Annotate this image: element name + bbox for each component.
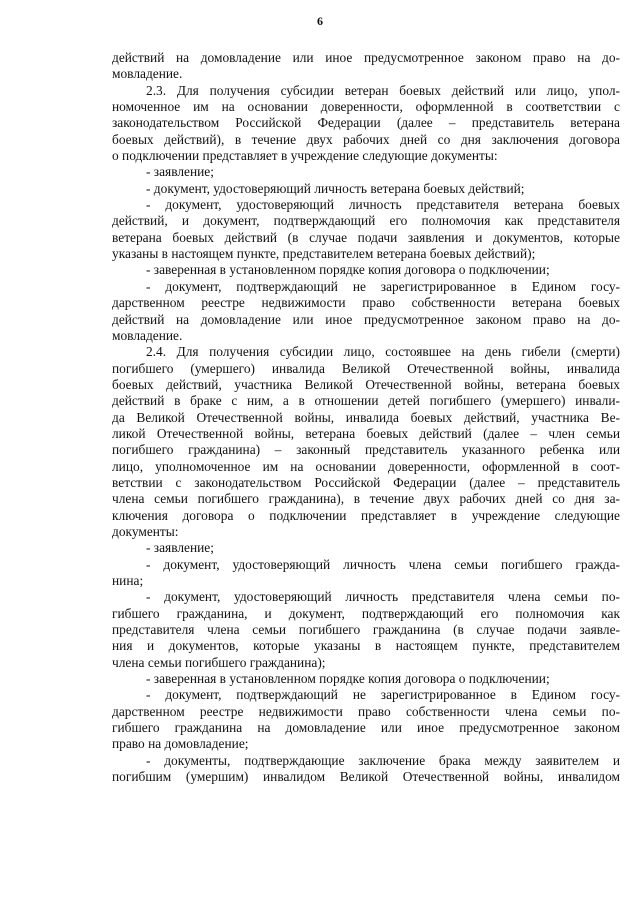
- text-line: дарственном реестре недвижимости право собственности члена семьи по-: [112, 703, 620, 719]
- text-line: гибшего гражданина на домовладение или иное предусмотренное законом: [112, 720, 620, 736]
- text-line: да Великой Отечественной войны, инвалида боевых действий, участника Ве-: [112, 409, 620, 425]
- text-line: ликой Отечественной войны, ветерана боевых действий (далее – член семьи: [112, 425, 620, 441]
- text-line: ветерана боевых действий (в случае подачи заявления и документов, которые: [112, 229, 620, 245]
- text-line: - документы, подтверждающие заключение брака между заявителем и: [146, 752, 620, 768]
- text-line: номоченное им на основании доверенности, оформленной в соответствии с: [112, 99, 620, 115]
- text-line: погибшего (умершего) инвалида Великой Отечественной войны, инвалида: [112, 360, 620, 376]
- text-line: ключения договора о подключении представляет в учреждение следующие: [112, 507, 620, 523]
- text-line: члена семьи погибшего гражданина), в течение двух рабочих дней со дня за-: [112, 491, 620, 507]
- text-line: - документ, удостоверяющий личность представителя члена семьи по-: [146, 589, 620, 605]
- text-line: право на домовладение;: [112, 736, 249, 752]
- text-line: 2.4. Для получения субсидии лицо, состоявшее на день гибели (смерти): [146, 344, 620, 360]
- text-line: - заверенная в установленном порядке копия договора о подключении;: [146, 262, 550, 278]
- text-line: представителя члена семьи погибшего гражданина (в случае подачи заявле-: [112, 622, 620, 638]
- text-line: мовладение.: [112, 66, 183, 82]
- text-line: - документ, подтверждающий не зарегистрированное в Едином госу-: [146, 278, 620, 294]
- text-line: действий на домовладение или иное предусмотренное законом право на до-: [112, 311, 620, 327]
- text-line: - документ, удостоверяющий личность члена семьи погибшего гражда-: [146, 556, 620, 572]
- text-line: - заверенная в установленном порядке копия договора о подключении;: [146, 671, 550, 687]
- text-line: ветствии с законодательством Российской Федерации (далее – представитель: [112, 474, 620, 490]
- text-line: боевых действий), в течение двух рабочих дней со дня заключения договора: [112, 131, 620, 147]
- text-line: - заявление;: [146, 164, 214, 180]
- text-line: законодательством Российской Федерации (далее – представитель ветерана: [112, 115, 620, 131]
- text-line: 2.3. Для получения субсидии ветеран боевых действий или лицо, упол-: [146, 82, 620, 98]
- text-line: дарственном реестре недвижимости право собственности ветерана боевых: [112, 295, 620, 311]
- text-line: ния и документов, которые указаны в настоящем пункте, представителем: [112, 638, 620, 654]
- text-line: гибшего гражданина, и документ, подтверждающий его полномочия как: [112, 605, 620, 621]
- text-line: действий, и документ, подтверждающий его полномочия как представителя: [112, 213, 620, 229]
- text-line: боевых действий, участника Великой Отечественной войны, ветерана боевых: [112, 376, 620, 392]
- text-line: погибшего гражданина) – законный представитель указанного ребенка или: [112, 442, 620, 458]
- text-line: - заявление;: [146, 540, 214, 556]
- text-line: о подключении представляет в учреждение следующие документы:: [112, 148, 498, 164]
- text-line: указаны в настоящем пункте, представителем ветерана боевых действий);: [112, 246, 536, 262]
- text-line: нина;: [112, 573, 144, 588]
- text-line: действий в браке с ним, а в отношении детей погибшего (умершего) инвали-: [112, 393, 620, 409]
- page-number: 6: [317, 14, 323, 28]
- text-line: документы:: [112, 523, 179, 539]
- text-line: - документ, удостоверяющий личность представителя ветерана боевых: [146, 197, 620, 213]
- text-line: - документ, удостоверяющий личность ветерана боевых действий;: [146, 180, 525, 196]
- text-line: члена семьи погибшего гражданина);: [112, 654, 326, 670]
- text-line: лицо, уполномоченное им на основании доверенности, оформленной в соот-: [112, 458, 620, 474]
- document-body: [112, 50, 620, 785]
- text-line: погибшим (умершим) инвалидом Великой Отечественной войны, инвалидом: [112, 769, 620, 785]
- text-line: - документ, подтверждающий не зарегистрированное в Едином госу-: [146, 687, 620, 703]
- text-line: мовладение.: [112, 327, 183, 343]
- text-line: действий на домовладение или иное предусмотренное законом право на до-: [112, 50, 620, 65]
